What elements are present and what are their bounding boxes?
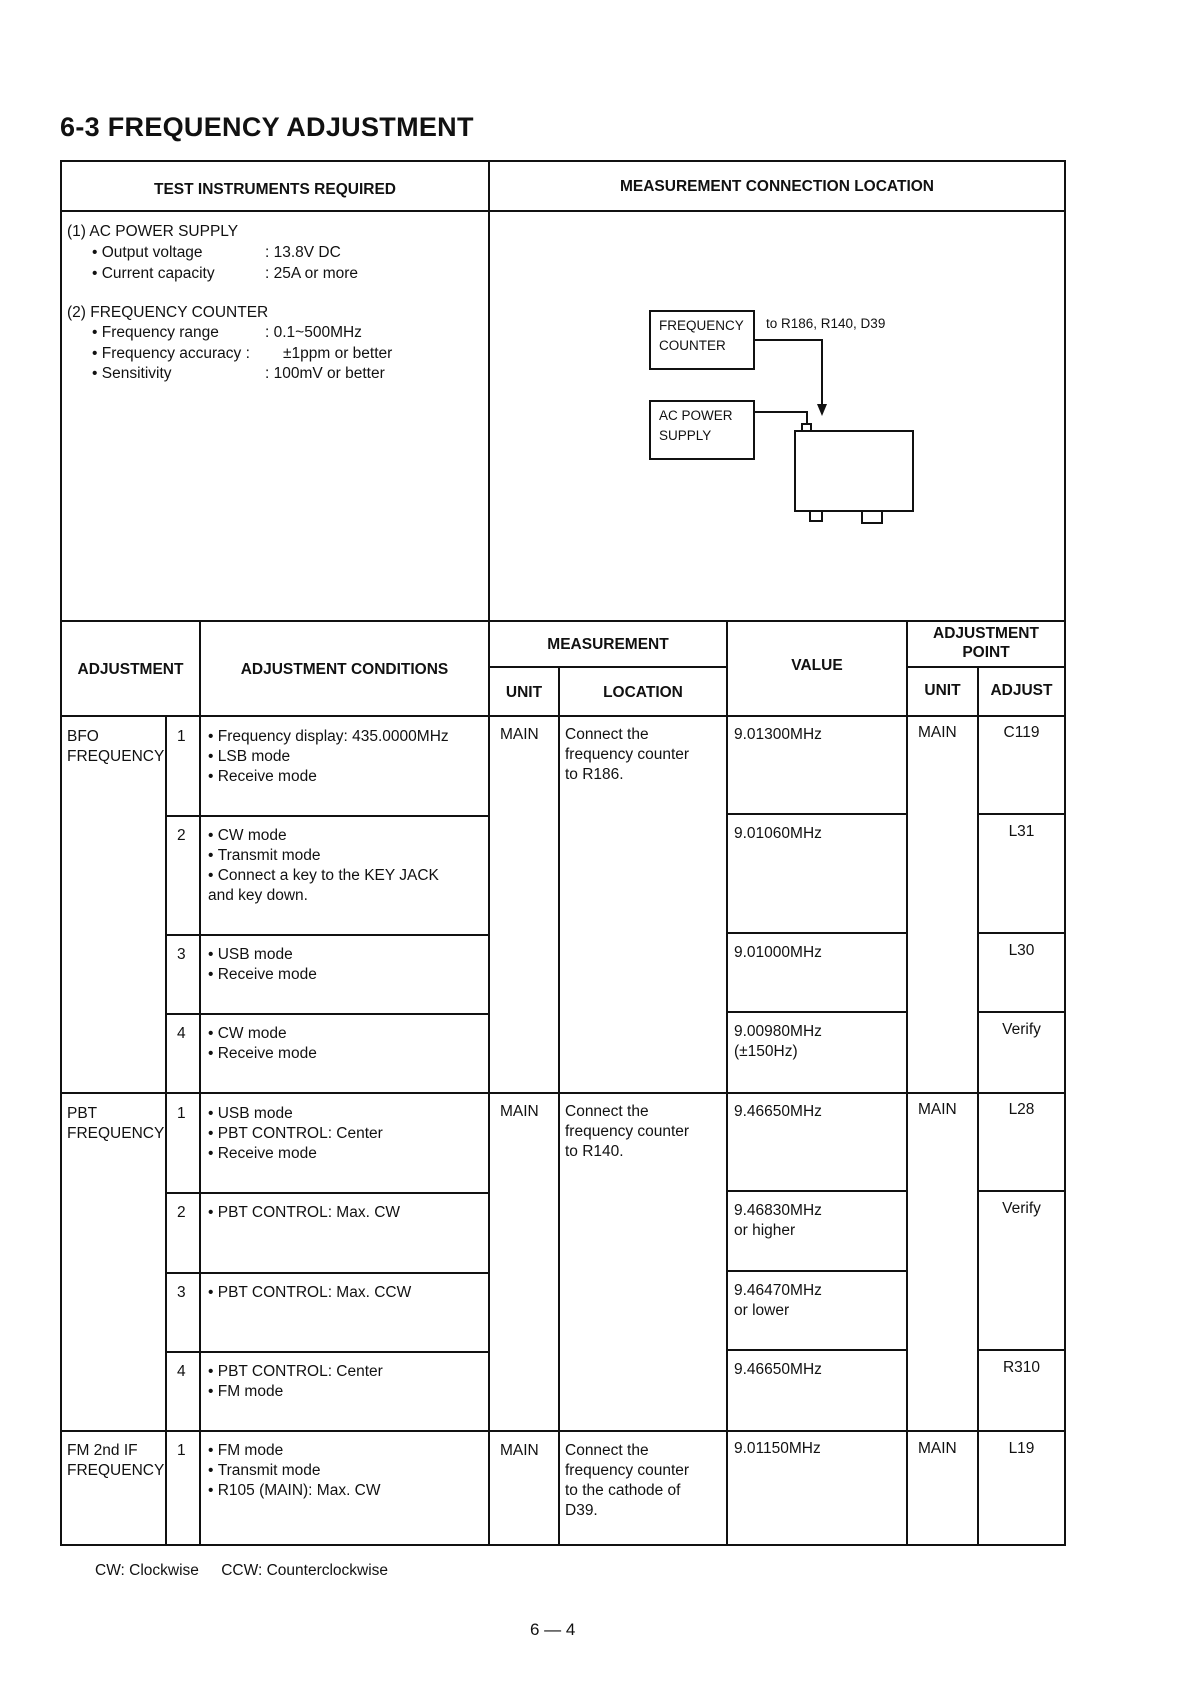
header-mid-line-adjpoint xyxy=(906,666,1066,668)
step-adjust: L19 xyxy=(1008,1440,1035,1457)
row-line xyxy=(726,1011,908,1013)
header-measurement: MEASUREMENT xyxy=(547,636,669,653)
row-line xyxy=(726,1190,908,1192)
condition-item: • Transmit mode xyxy=(208,1461,381,1481)
adj-unit: MAIN xyxy=(918,1101,957,1118)
top-middle-divider xyxy=(488,160,490,620)
header-value: VALUE xyxy=(791,657,843,674)
row-line xyxy=(977,813,1066,815)
step-number: 4 xyxy=(177,1025,186,1042)
step-value: 9.46650MHz xyxy=(734,1103,822,1120)
spec-value: : 25A or more xyxy=(265,265,359,282)
connection-diagram-lines xyxy=(600,300,930,530)
instruments-header: TEST INSTRUMENTS REQUIRED xyxy=(154,181,396,198)
meas-location: Connect the frequency counter to R186. xyxy=(565,726,690,783)
group-line xyxy=(60,1092,1066,1094)
connection-header: MEASUREMENT CONNECTION LOCATION xyxy=(619,178,934,195)
header-adj-point-line2: POINT xyxy=(962,644,1010,661)
condition-item: • CW mode xyxy=(208,826,439,846)
table-bottom-border xyxy=(60,1544,1066,1546)
header-adj-adjust: ADJUST xyxy=(990,682,1053,699)
instrument-ac-power-supply: (1) AC POWER SUPPLY xyxy=(67,223,239,240)
header-meas-location: LOCATION xyxy=(603,684,683,701)
spec-label: • Sensitivity xyxy=(92,364,172,384)
condition-item: • FM mode xyxy=(208,1382,383,1402)
col-step-num-right xyxy=(165,715,167,1546)
adj-unit: MAIN xyxy=(918,724,957,741)
col-value-right xyxy=(906,620,908,1546)
spec-label: • Current capacity xyxy=(92,264,215,284)
condition-item: • Receive mode xyxy=(208,1044,317,1064)
step-adjust: C119 xyxy=(1003,724,1040,741)
row-line xyxy=(165,815,490,817)
header-adjustment: ADJUSTMENT xyxy=(77,661,184,678)
counter-label-line2: COUNTER xyxy=(659,338,726,353)
row-line xyxy=(165,1192,490,1194)
row-line xyxy=(165,934,490,936)
condition-item: • USB mode xyxy=(208,945,317,965)
header-adj-point-line1: ADJUSTMENT xyxy=(933,625,1039,642)
condition-item: • Receive mode xyxy=(208,767,449,787)
row-line xyxy=(726,1349,908,1351)
spec-label: • Frequency accuracy : xyxy=(92,344,250,364)
footnote-ccw: CCW: Counterclockwise xyxy=(221,1562,389,1579)
group-name-bfo xyxy=(67,727,164,767)
step-adjust: L30 xyxy=(1008,942,1035,959)
row-line xyxy=(726,1270,908,1272)
step-conditions xyxy=(208,826,439,906)
meas-unit: MAIN xyxy=(500,726,539,743)
col-meas-unit-right xyxy=(558,666,560,1546)
footnote xyxy=(95,1562,406,1580)
header-adjustment-conditions: ADJUSTMENT CONDITIONS xyxy=(240,661,449,678)
power-to-radio-cable xyxy=(755,412,807,424)
meas-location: Connect the frequency counter to R140. xyxy=(565,1103,690,1160)
condition-item: • PBT CONTROL: Center xyxy=(208,1124,383,1144)
table-right-border xyxy=(1064,160,1066,1546)
meas-location: Connect the frequency counter to the cathode of D39. xyxy=(565,1442,690,1519)
group-name-fm xyxy=(67,1441,164,1481)
row-line xyxy=(165,1013,490,1015)
step-value: 9.00980MHz (±150Hz) xyxy=(734,1023,822,1060)
arrow-head-icon xyxy=(817,404,827,416)
col-location-right xyxy=(726,620,728,1546)
footnote-cw: CW: Clockwise xyxy=(95,1562,199,1579)
step-conditions xyxy=(208,1104,383,1164)
condition-item: • LSB mode xyxy=(208,747,449,767)
spec-value: ±1ppm or better xyxy=(283,345,393,362)
spec-value: : 100mV or better xyxy=(265,365,385,382)
row-line xyxy=(726,813,908,815)
spec-label: • Frequency range xyxy=(92,323,219,343)
condition-item: • R105 (MAIN): Max. CW xyxy=(208,1481,381,1501)
condition-item: • PBT CONTROL: Center xyxy=(208,1362,383,1382)
step-value: 9.46650MHz xyxy=(734,1361,822,1378)
condition-item: • PBT CONTROL: Max. CCW xyxy=(208,1283,411,1303)
header-adj-unit: UNIT xyxy=(924,682,961,699)
step-adjust: L31 xyxy=(1008,823,1035,840)
step-number: 2 xyxy=(177,827,186,844)
row-line xyxy=(726,932,908,934)
table-top-border xyxy=(60,160,1066,162)
page-title: 6-3 FREQUENCY ADJUSTMENT xyxy=(60,112,474,142)
group-name-line1: PBT xyxy=(67,1105,98,1122)
step-number: 1 xyxy=(177,728,186,745)
group-name-line2: FREQUENCY xyxy=(67,748,165,765)
header-meas-unit: UNIT xyxy=(505,684,543,701)
row-line xyxy=(977,1011,1066,1013)
step-adjust: L28 xyxy=(1008,1101,1035,1118)
row-line xyxy=(165,1272,490,1274)
header-mid-line-measurement xyxy=(488,666,728,668)
transceiver-foot-right xyxy=(862,511,882,523)
condition-item: • Frequency display: 435.0000MHz xyxy=(208,727,449,747)
step-value: 9.01000MHz xyxy=(734,944,822,961)
step-adjust: Verify xyxy=(1002,1200,1041,1217)
condition-item: • PBT CONTROL: Max. CW xyxy=(208,1203,400,1223)
col-conditions-right xyxy=(488,620,490,1546)
step-number: 4 xyxy=(177,1363,186,1380)
instrument-frequency-counter: (2) FREQUENCY COUNTER xyxy=(67,304,269,321)
step-value: 9.01150MHz xyxy=(734,1440,821,1457)
step-number: 3 xyxy=(177,946,186,963)
step-adjust: Verify xyxy=(1002,1021,1041,1038)
power-connector-icon xyxy=(802,424,811,431)
header-adjustment-point xyxy=(908,624,1064,662)
top-section-bottom xyxy=(60,620,1066,622)
condition-item: • FM mode xyxy=(208,1441,381,1461)
adj-unit: MAIN xyxy=(918,1440,957,1457)
transceiver-unit-icon xyxy=(795,431,913,511)
step-value: 9.01300MHz xyxy=(734,726,822,743)
group-name-pbt xyxy=(67,1104,164,1144)
condition-item: • Connect a key to the KEY JACK and key down. xyxy=(208,866,439,906)
condition-item: • Receive mode xyxy=(208,965,317,985)
step-conditions xyxy=(208,727,449,787)
header-bottom-line xyxy=(60,715,1066,717)
col-adjustment-right xyxy=(199,620,201,1546)
step-number: 1 xyxy=(177,1442,186,1459)
step-number: 2 xyxy=(177,1204,186,1221)
top-header-divider xyxy=(60,210,1066,212)
condition-item: • CW mode xyxy=(208,1024,317,1044)
condition-item: • Receive mode xyxy=(208,1144,383,1164)
meas-unit: MAIN xyxy=(500,1103,539,1120)
step-conditions xyxy=(208,945,317,985)
step-number: 3 xyxy=(177,1284,186,1301)
spec-value: : 13.8V DC xyxy=(265,244,341,261)
row-line xyxy=(977,1349,1066,1351)
group-name-line2: FREQUENCY xyxy=(67,1462,165,1479)
step-number: 1 xyxy=(177,1105,186,1122)
step-conditions xyxy=(208,1441,381,1501)
step-conditions xyxy=(208,1283,411,1303)
spec-value: : 0.1~500MHz xyxy=(265,324,362,341)
step-value: 9.46830MHz or higher xyxy=(734,1202,822,1239)
transceiver-foot-left xyxy=(810,511,822,521)
row-line xyxy=(977,932,1066,934)
group-name-line1: BFO xyxy=(67,728,99,745)
group-line xyxy=(60,1430,1066,1432)
power-label-line2: SUPPLY xyxy=(659,428,712,443)
condition-item: • USB mode xyxy=(208,1104,383,1124)
counter-to-radio-cable xyxy=(755,340,822,408)
spec-label: • Output voltage xyxy=(92,243,203,263)
group-name-line2: FREQUENCY xyxy=(67,1125,165,1142)
meas-unit: MAIN xyxy=(500,1442,539,1459)
step-conditions xyxy=(208,1203,400,1223)
step-value: 9.01060MHz xyxy=(734,825,822,842)
step-value: 9.46470MHz or lower xyxy=(734,1282,822,1319)
step-conditions xyxy=(208,1024,317,1064)
step-adjust: R310 xyxy=(1002,1359,1041,1376)
connection-note: to R186, R140, D39 xyxy=(766,316,886,331)
counter-label-line1: FREQUENCY xyxy=(659,318,744,333)
step-conditions xyxy=(208,1362,383,1402)
condition-item: • Transmit mode xyxy=(208,846,439,866)
group-name-line1: FM 2nd IF xyxy=(67,1442,138,1459)
row-line xyxy=(165,1351,490,1353)
page-number: 6 — 4 xyxy=(530,1620,576,1639)
row-line xyxy=(977,1190,1066,1192)
power-label-line1: AC POWER xyxy=(659,408,733,423)
table-left-border xyxy=(60,160,62,1546)
